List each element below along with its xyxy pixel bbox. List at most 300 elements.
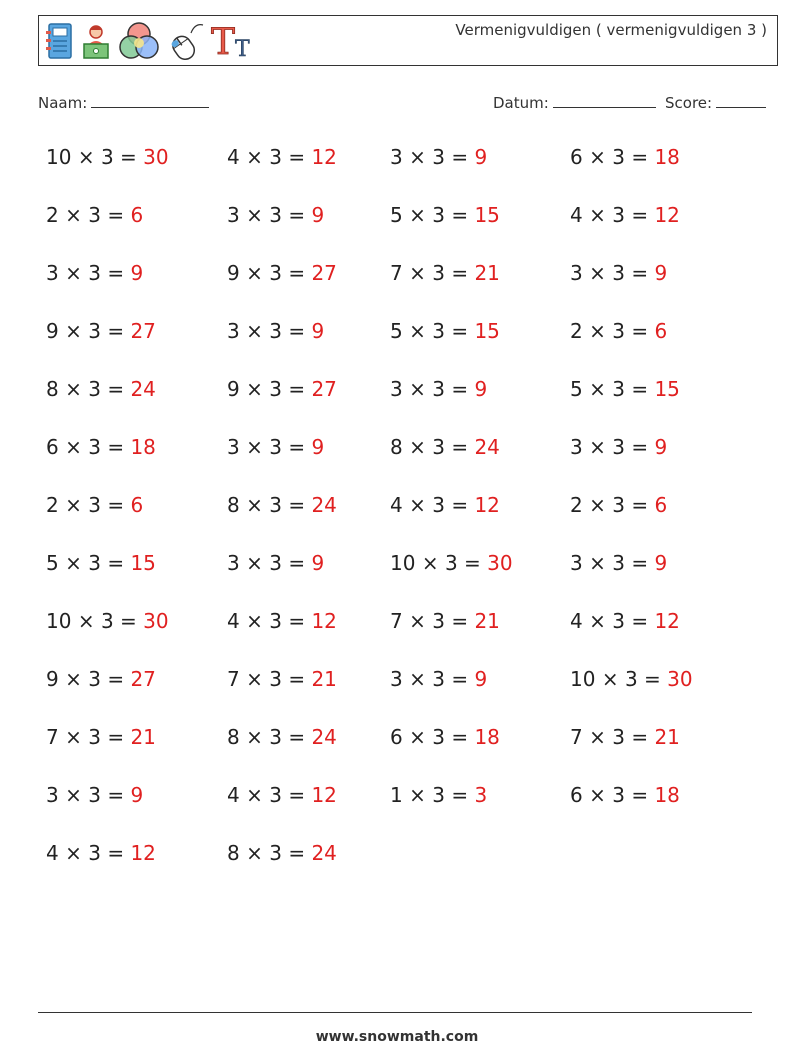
operand-b: 3 — [612, 783, 625, 807]
problem-row — [46, 783, 766, 841]
equals-sign: = — [288, 261, 306, 285]
times-sign: × — [246, 841, 263, 865]
answer: 9 — [654, 435, 668, 459]
times-sign: × — [65, 435, 82, 459]
answer: 9 — [654, 551, 668, 575]
operand-b: 3 — [269, 783, 282, 807]
operand-a: 2 — [46, 493, 59, 517]
times-sign: × — [409, 783, 426, 807]
equals-sign: = — [451, 667, 469, 691]
operand-a: 10 — [46, 145, 72, 169]
operand-b: 3 — [432, 783, 445, 807]
equals-sign: = — [288, 319, 306, 343]
answer: 9 — [311, 435, 325, 459]
answer: 27 — [311, 377, 337, 401]
notebook-icon — [45, 21, 75, 61]
problem-row — [46, 319, 766, 377]
operand-a: 7 — [390, 261, 403, 285]
equals-sign: = — [288, 145, 306, 169]
problem-cell — [570, 261, 667, 285]
answer: 21 — [654, 725, 680, 749]
operand-b: 3 — [269, 203, 282, 227]
answer: 18 — [654, 145, 680, 169]
problem-cell — [46, 145, 169, 169]
equals-sign: = — [631, 783, 649, 807]
equals-sign: = — [288, 377, 306, 401]
times-sign: × — [77, 609, 95, 633]
operand-b: 3 — [432, 493, 445, 517]
equals-sign: = — [107, 841, 125, 865]
problem-row — [46, 203, 766, 261]
answer: 9 — [130, 783, 144, 807]
times-sign: × — [589, 261, 606, 285]
problem-cell — [46, 725, 156, 749]
problem-cell — [570, 377, 680, 401]
header-icons — [45, 20, 255, 62]
answer: 9 — [311, 203, 325, 227]
operand-b: 3 — [269, 841, 282, 865]
equals-sign: = — [451, 493, 469, 517]
problem-cell — [227, 493, 337, 517]
operand-b: 3 — [100, 609, 114, 633]
operand-a: 3 — [390, 667, 403, 691]
operand-b: 3 — [432, 319, 445, 343]
operand-a: 9 — [46, 319, 59, 343]
answer: 30 — [667, 667, 693, 691]
score-label: Score: — [665, 94, 713, 112]
operand-a: 6 — [390, 725, 403, 749]
name-blank[interactable] — [91, 93, 209, 108]
operand-b: 3 — [88, 551, 101, 575]
operand-a: 10 — [390, 551, 416, 575]
times-sign: × — [409, 319, 426, 343]
answer: 12 — [311, 783, 337, 807]
equals-sign: = — [107, 261, 125, 285]
problem-cell — [390, 667, 487, 691]
operand-b: 3 — [269, 377, 282, 401]
operand-b: 3 — [432, 435, 445, 459]
operand-b: 3 — [432, 203, 445, 227]
operand-b: 3 — [612, 725, 625, 749]
svg-text:T: T — [211, 22, 236, 61]
times-sign: × — [65, 841, 82, 865]
answer: 21 — [311, 667, 337, 691]
operand-a: 9 — [46, 667, 59, 691]
times-sign: × — [409, 725, 426, 749]
equals-sign: = — [631, 435, 649, 459]
operand-a: 3 — [390, 145, 403, 169]
equals-sign: = — [631, 261, 649, 285]
problem-row — [46, 493, 766, 551]
problem-cell — [390, 783, 487, 807]
operand-a: 5 — [390, 203, 403, 227]
answer: 12 — [654, 609, 680, 633]
operand-a: 6 — [570, 783, 583, 807]
equals-sign: = — [288, 667, 306, 691]
problem-cell — [227, 725, 337, 749]
operand-b: 3 — [612, 609, 625, 633]
answer: 18 — [474, 725, 500, 749]
operand-a: 8 — [46, 377, 59, 401]
equals-sign: = — [451, 783, 469, 807]
operand-b: 3 — [88, 261, 101, 285]
problem-cell — [570, 725, 680, 749]
times-sign: × — [65, 377, 82, 401]
problem-cell — [46, 261, 143, 285]
problem-cell — [570, 609, 680, 633]
times-sign: × — [601, 667, 619, 691]
operand-b: 3 — [612, 145, 625, 169]
operand-a: 8 — [390, 435, 403, 459]
problem-cell — [227, 841, 337, 865]
score-blank[interactable] — [716, 93, 766, 108]
times-sign: × — [409, 435, 426, 459]
equals-sign: = — [644, 667, 661, 691]
problem-cell — [390, 319, 500, 343]
problem-row — [46, 725, 766, 783]
equals-sign: = — [451, 725, 469, 749]
problem-row — [46, 551, 766, 609]
times-sign: × — [246, 435, 263, 459]
answer: 27 — [130, 319, 156, 343]
answer: 6 — [130, 203, 144, 227]
times-sign: × — [246, 203, 263, 227]
problem-cell — [46, 667, 156, 691]
answer: 15 — [130, 551, 156, 575]
problem-cell — [46, 493, 143, 517]
answer: 24 — [474, 435, 500, 459]
problem-cell — [390, 609, 500, 633]
answer: 9 — [474, 145, 488, 169]
text-size-icon — [209, 21, 255, 61]
operand-a: 4 — [46, 841, 59, 865]
operand-a: 10 — [570, 667, 596, 691]
answer: 15 — [474, 203, 500, 227]
answer: 12 — [311, 609, 337, 633]
times-sign: × — [409, 261, 426, 285]
svg-text:T: T — [235, 37, 250, 61]
operand-a: 4 — [570, 609, 583, 633]
operand-a: 7 — [390, 609, 403, 633]
operand-a: 4 — [227, 783, 240, 807]
times-sign: × — [589, 493, 606, 517]
operand-a: 3 — [570, 551, 583, 575]
problem-cell — [570, 551, 667, 575]
operand-a: 8 — [227, 725, 240, 749]
teacher-icon — [79, 21, 113, 61]
name-label: Naam: — [38, 94, 88, 112]
operand-b: 3 — [269, 319, 282, 343]
times-sign: × — [65, 667, 82, 691]
problem-cell — [390, 145, 487, 169]
times-sign: × — [409, 203, 426, 227]
operand-a: 4 — [227, 609, 240, 633]
times-sign: × — [589, 725, 606, 749]
answer: 27 — [130, 667, 156, 691]
operand-a: 4 — [570, 203, 583, 227]
times-sign: × — [246, 783, 263, 807]
equals-sign: = — [107, 493, 125, 517]
operand-b: 3 — [269, 435, 282, 459]
problem-grid — [46, 145, 766, 899]
operand-b: 3 — [432, 145, 445, 169]
times-sign: × — [589, 783, 606, 807]
answer: 9 — [474, 667, 488, 691]
operand-b: 3 — [88, 783, 101, 807]
times-sign: × — [409, 377, 426, 401]
answer: 30 — [487, 551, 513, 575]
answer: 24 — [130, 377, 156, 401]
times-sign: × — [246, 493, 263, 517]
times-sign: × — [409, 145, 426, 169]
equals-sign: = — [451, 203, 469, 227]
operand-b: 3 — [612, 203, 625, 227]
equals-sign: = — [120, 609, 137, 633]
date-field — [493, 93, 656, 112]
equals-sign: = — [107, 435, 125, 459]
problem-cell — [390, 377, 487, 401]
operand-a: 6 — [570, 145, 583, 169]
answer: 18 — [130, 435, 156, 459]
times-sign: × — [246, 725, 263, 749]
operand-b: 3 — [88, 435, 101, 459]
equals-sign: = — [451, 319, 469, 343]
problem-cell — [46, 551, 156, 575]
answer: 12 — [654, 203, 680, 227]
equals-sign: = — [288, 435, 306, 459]
problem-cell — [46, 319, 156, 343]
operand-a: 2 — [570, 319, 583, 343]
operand-b: 3 — [269, 725, 282, 749]
problem-cell — [570, 493, 667, 517]
problem-cell — [227, 609, 337, 633]
problem-cell — [227, 667, 337, 691]
times-sign: × — [246, 145, 263, 169]
answer: 27 — [311, 261, 337, 285]
answer: 9 — [474, 377, 488, 401]
operand-a: 2 — [570, 493, 583, 517]
operand-a: 3 — [227, 319, 240, 343]
operand-b: 3 — [612, 261, 625, 285]
answer: 6 — [130, 493, 144, 517]
operand-b: 3 — [269, 261, 282, 285]
answer: 12 — [474, 493, 500, 517]
answer: 6 — [654, 319, 668, 343]
problem-row — [46, 667, 766, 725]
equals-sign: = — [451, 609, 469, 633]
times-sign: × — [65, 261, 82, 285]
equals-sign: = — [120, 145, 137, 169]
problem-cell — [570, 145, 680, 169]
operand-b: 3 — [624, 667, 638, 691]
operand-b: 3 — [269, 551, 282, 575]
problem-cell — [227, 145, 337, 169]
operand-a: 8 — [227, 493, 240, 517]
answer: 6 — [654, 493, 668, 517]
problem-row — [46, 145, 766, 203]
operand-b: 3 — [612, 435, 625, 459]
color-circles-icon — [117, 20, 161, 62]
problem-row — [46, 435, 766, 493]
equals-sign: = — [107, 551, 125, 575]
equals-sign: = — [107, 725, 125, 749]
equals-sign: = — [451, 145, 469, 169]
operand-a: 5 — [46, 551, 59, 575]
problem-cell — [570, 203, 680, 227]
operand-b: 3 — [269, 493, 282, 517]
answer: 30 — [143, 145, 169, 169]
equals-sign: = — [107, 783, 125, 807]
worksheet-header — [38, 15, 778, 66]
operand-b: 3 — [612, 377, 625, 401]
operand-a: 8 — [227, 841, 240, 865]
operand-a: 5 — [390, 319, 403, 343]
operand-b: 3 — [612, 551, 625, 575]
operand-a: 3 — [46, 783, 59, 807]
problem-row — [46, 261, 766, 319]
problem-cell — [390, 551, 513, 575]
answer: 30 — [143, 609, 169, 633]
problem-row — [46, 609, 766, 667]
operand-a: 3 — [227, 435, 240, 459]
problem-cell — [46, 203, 143, 227]
equals-sign: = — [451, 261, 469, 285]
equals-sign: = — [107, 319, 125, 343]
answer: 3 — [474, 783, 488, 807]
equals-sign: = — [107, 667, 125, 691]
problem-cell — [390, 725, 500, 749]
operand-a: 9 — [227, 377, 240, 401]
operand-b: 3 — [100, 145, 114, 169]
operand-b: 3 — [612, 493, 625, 517]
operand-a: 5 — [570, 377, 583, 401]
answer: 15 — [654, 377, 680, 401]
equals-sign: = — [631, 319, 649, 343]
problem-cell — [227, 783, 337, 807]
equals-sign: = — [288, 493, 306, 517]
answer: 21 — [130, 725, 156, 749]
footer-divider — [38, 1012, 752, 1013]
problem-cell — [46, 377, 156, 401]
times-sign: × — [65, 203, 82, 227]
times-sign: × — [421, 551, 439, 575]
operand-a: 3 — [46, 261, 59, 285]
times-sign: × — [589, 435, 606, 459]
times-sign: × — [589, 145, 606, 169]
equals-sign: = — [631, 145, 649, 169]
times-sign: × — [65, 783, 82, 807]
problem-cell — [46, 435, 156, 459]
times-sign: × — [65, 493, 82, 517]
equals-sign: = — [288, 551, 306, 575]
problem-cell — [570, 667, 693, 691]
date-label: Datum: — [493, 94, 549, 112]
answer: 12 — [311, 145, 337, 169]
equals-sign: = — [631, 609, 649, 633]
date-blank[interactable] — [553, 93, 656, 108]
equals-sign: = — [631, 203, 649, 227]
times-sign: × — [65, 725, 82, 749]
equals-sign: = — [288, 609, 306, 633]
times-sign: × — [589, 609, 606, 633]
operand-a: 7 — [46, 725, 59, 749]
times-sign: × — [246, 551, 263, 575]
equals-sign: = — [464, 551, 481, 575]
operand-a: 3 — [227, 203, 240, 227]
operand-a: 4 — [390, 493, 403, 517]
answer: 24 — [311, 841, 337, 865]
equals-sign: = — [288, 783, 306, 807]
problem-cell — [227, 435, 324, 459]
answer: 21 — [474, 261, 500, 285]
operand-b: 3 — [269, 609, 282, 633]
answer: 18 — [654, 783, 680, 807]
equals-sign: = — [288, 203, 306, 227]
operand-a: 2 — [46, 203, 59, 227]
equals-sign: = — [631, 725, 649, 749]
answer: 15 — [474, 319, 500, 343]
equals-sign: = — [288, 725, 306, 749]
problem-cell — [46, 609, 169, 633]
operand-b: 3 — [88, 841, 101, 865]
problem-cell — [46, 783, 143, 807]
answer: 12 — [130, 841, 156, 865]
equals-sign: = — [631, 493, 649, 517]
problem-cell — [227, 261, 337, 285]
answer: 21 — [474, 609, 500, 633]
times-sign: × — [65, 551, 82, 575]
times-sign: × — [409, 609, 426, 633]
operand-b: 3 — [432, 377, 445, 401]
operand-b: 3 — [432, 261, 445, 285]
operand-a: 1 — [390, 783, 403, 807]
operand-b: 3 — [269, 145, 282, 169]
operand-a: 10 — [46, 609, 72, 633]
times-sign: × — [246, 609, 263, 633]
footer-url: www.snowmath.com — [315, 1029, 479, 1045]
operand-a: 7 — [227, 667, 240, 691]
problem-cell — [570, 435, 667, 459]
times-sign: × — [246, 261, 263, 285]
problem-cell — [570, 319, 667, 343]
equals-sign: = — [631, 551, 649, 575]
times-sign: × — [77, 145, 95, 169]
times-sign: × — [589, 203, 606, 227]
operand-b: 3 — [88, 203, 101, 227]
operand-b: 3 — [612, 319, 625, 343]
answer: 24 — [311, 725, 337, 749]
answer: 9 — [654, 261, 668, 285]
problem-cell — [570, 783, 680, 807]
times-sign: × — [246, 319, 263, 343]
equals-sign: = — [451, 377, 469, 401]
operand-b: 3 — [88, 493, 101, 517]
operand-b: 3 — [88, 667, 101, 691]
problem-cell — [227, 203, 324, 227]
answer: 9 — [130, 261, 144, 285]
problem-cell — [390, 435, 500, 459]
operand-a: 3 — [570, 261, 583, 285]
times-sign: × — [589, 377, 606, 401]
equals-sign: = — [107, 203, 125, 227]
problem-cell — [46, 841, 156, 865]
operand-a: 9 — [227, 261, 240, 285]
operand-b: 3 — [88, 319, 101, 343]
problem-cell — [227, 551, 324, 575]
times-sign: × — [246, 667, 263, 691]
operand-a: 6 — [46, 435, 59, 459]
answer: 9 — [311, 319, 325, 343]
